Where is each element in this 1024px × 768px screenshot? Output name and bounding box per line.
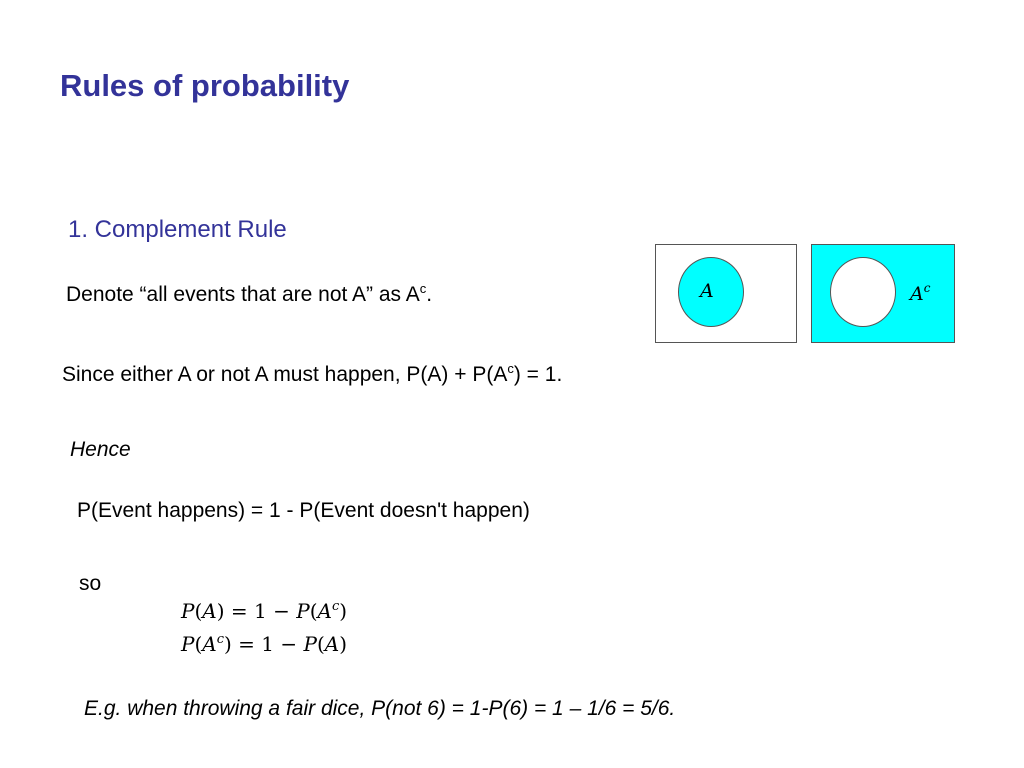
event-a-hole-circle <box>830 257 896 327</box>
since-statement <box>62 363 562 387</box>
so-text: so <box>79 572 102 595</box>
eq1-p1: P <box>181 599 195 623</box>
eq1-a1: A <box>202 599 217 623</box>
since-text: Since either A or not A must happen, P(A) + P(A <box>62 363 508 386</box>
event-rule-text: P(Event happens) = 1 - P(Event doesn't happen) <box>77 499 530 522</box>
denote-end: . <box>426 283 433 306</box>
venn-label-complement <box>910 283 930 305</box>
eq1-p2: P <box>296 599 310 623</box>
eq2-a2: A <box>324 632 340 656</box>
denote-text: Denote “all events that are not A” as A <box>66 283 420 306</box>
eq1-open2: ( <box>309 599 318 623</box>
venn-label-complement-sup: c <box>923 281 931 295</box>
eq2-close: ) <box>339 632 348 656</box>
complement-superscript: c <box>419 281 427 296</box>
eq2-open2: ( <box>316 632 325 656</box>
example-text: E.g. when throwing a fair dice, P(not 6) = 1-P(6) = 1 – 1/6 = 5/6. <box>84 697 676 720</box>
equation-2 <box>181 632 347 656</box>
eq2-a1: A <box>202 632 217 656</box>
since-superscript: c <box>507 361 514 376</box>
eq2-open1: ( <box>194 632 203 656</box>
eq1-a2: A <box>317 599 332 623</box>
venn-diagram-a <box>655 244 797 343</box>
since-end: ) = 1. <box>513 363 563 386</box>
eq2-mid: ) = 1 − <box>224 632 304 656</box>
denote-statement <box>66 283 432 307</box>
equation-1 <box>181 599 347 623</box>
eq2-sup: c <box>216 632 225 647</box>
venn-diagram-complement <box>811 244 955 343</box>
eq2-p2: P <box>303 632 317 656</box>
venn-label-a: A <box>700 280 714 302</box>
venn-label-complement-base: A <box>910 283 924 305</box>
eq1-mid: ) = 1 − <box>216 599 297 623</box>
section-heading: 1. Complement Rule <box>68 216 287 243</box>
eq1-close: ) <box>339 599 348 623</box>
eq1-sup: c <box>331 599 340 614</box>
hence-text: Hence <box>70 438 131 461</box>
eq1-open1: ( <box>194 599 203 623</box>
eq2-p1: P <box>181 632 195 656</box>
slide-title: Rules of probability <box>60 68 350 103</box>
